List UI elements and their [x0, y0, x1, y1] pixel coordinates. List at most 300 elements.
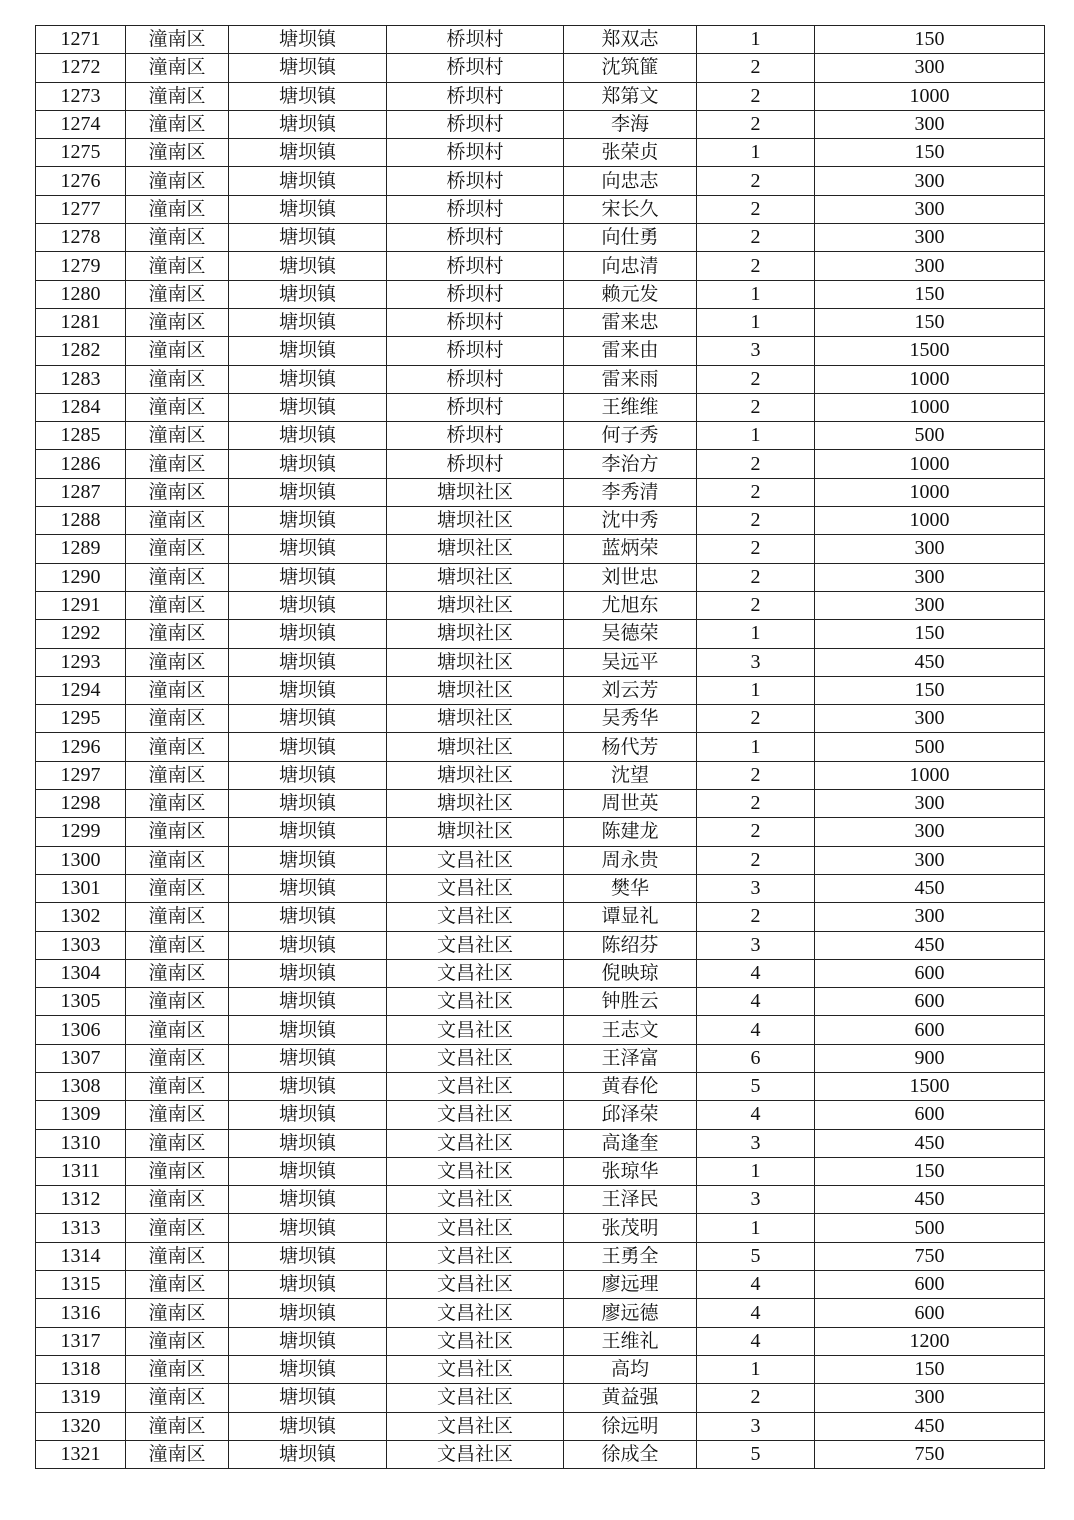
- household-count-cell: 3: [697, 931, 815, 959]
- household-count-cell: 2: [697, 705, 815, 733]
- row-number: 1289: [36, 535, 126, 563]
- amount-cell: 150: [815, 139, 1045, 167]
- village-cell: 文昌社区: [387, 1299, 564, 1327]
- district-cell: 潼南区: [126, 846, 229, 874]
- table-row: [36, 1101, 1045, 1129]
- town-cell: 塘坝镇: [229, 26, 387, 54]
- household-count-cell: 2: [697, 167, 815, 195]
- name-cell: 陈绍芬: [564, 931, 697, 959]
- document-page: [35, 25, 1044, 1469]
- amount-cell: 300: [815, 195, 1045, 223]
- town-cell: 塘坝镇: [229, 1101, 387, 1129]
- row-number: 1296: [36, 733, 126, 761]
- town-cell: 塘坝镇: [229, 224, 387, 252]
- name-cell: 徐远明: [564, 1412, 697, 1440]
- table-row: [36, 139, 1045, 167]
- table-row: [36, 903, 1045, 931]
- amount-cell: 600: [815, 988, 1045, 1016]
- row-number: 1285: [36, 422, 126, 450]
- table-row: [36, 450, 1045, 478]
- village-cell: 文昌社区: [387, 1044, 564, 1072]
- table-row: [36, 818, 1045, 846]
- amount-cell: 600: [815, 1016, 1045, 1044]
- town-cell: 塘坝镇: [229, 676, 387, 704]
- town-cell: 塘坝镇: [229, 988, 387, 1016]
- amount-cell: 300: [815, 110, 1045, 138]
- amount-cell: 450: [815, 874, 1045, 902]
- amount-cell: 300: [815, 563, 1045, 591]
- village-cell: 塘坝社区: [387, 818, 564, 846]
- name-cell: 高均: [564, 1355, 697, 1383]
- row-number: 1311: [36, 1157, 126, 1185]
- town-cell: 塘坝镇: [229, 1412, 387, 1440]
- table-row: [36, 1355, 1045, 1383]
- amount-cell: 300: [815, 252, 1045, 280]
- village-cell: 塘坝社区: [387, 507, 564, 535]
- amount-cell: 300: [815, 705, 1045, 733]
- table-row: [36, 1129, 1045, 1157]
- amount-cell: 300: [815, 790, 1045, 818]
- town-cell: 塘坝镇: [229, 1072, 387, 1100]
- amount-cell: 500: [815, 733, 1045, 761]
- table-row: [36, 54, 1045, 82]
- town-cell: 塘坝镇: [229, 931, 387, 959]
- row-number: 1307: [36, 1044, 126, 1072]
- district-cell: 潼南区: [126, 818, 229, 846]
- household-count-cell: 1: [697, 422, 815, 450]
- table-row: [36, 1412, 1045, 1440]
- village-cell: 塘坝社区: [387, 790, 564, 818]
- town-cell: 塘坝镇: [229, 591, 387, 619]
- amount-cell: 1000: [815, 761, 1045, 789]
- district-cell: 潼南区: [126, 648, 229, 676]
- district-cell: 潼南区: [126, 422, 229, 450]
- household-count-cell: 2: [697, 252, 815, 280]
- household-count-cell: 4: [697, 1016, 815, 1044]
- name-cell: 张茂明: [564, 1214, 697, 1242]
- district-cell: 潼南区: [126, 26, 229, 54]
- village-cell: 文昌社区: [387, 1214, 564, 1242]
- district-cell: 潼南区: [126, 195, 229, 223]
- household-count-cell: 4: [697, 1101, 815, 1129]
- household-count-cell: 2: [697, 450, 815, 478]
- town-cell: 塘坝镇: [229, 790, 387, 818]
- amount-cell: 300: [815, 54, 1045, 82]
- table-row: [36, 620, 1045, 648]
- name-cell: 陈建龙: [564, 818, 697, 846]
- town-cell: 塘坝镇: [229, 422, 387, 450]
- household-count-cell: 2: [697, 818, 815, 846]
- household-count-cell: 2: [697, 478, 815, 506]
- amount-cell: 450: [815, 1129, 1045, 1157]
- household-count-cell: 2: [697, 903, 815, 931]
- household-count-cell: 4: [697, 988, 815, 1016]
- table-row: [36, 1440, 1045, 1468]
- district-cell: 潼南区: [126, 478, 229, 506]
- name-cell: 雷来忠: [564, 308, 697, 336]
- district-cell: 潼南区: [126, 874, 229, 902]
- household-count-cell: 2: [697, 82, 815, 110]
- household-count-cell: 4: [697, 1271, 815, 1299]
- amount-cell: 300: [815, 846, 1045, 874]
- town-cell: 塘坝镇: [229, 1440, 387, 1468]
- town-cell: 塘坝镇: [229, 54, 387, 82]
- row-number: 1310: [36, 1129, 126, 1157]
- row-number: 1282: [36, 337, 126, 365]
- district-cell: 潼南区: [126, 591, 229, 619]
- household-count-cell: 2: [697, 761, 815, 789]
- district-cell: 潼南区: [126, 507, 229, 535]
- household-count-cell: 2: [697, 790, 815, 818]
- district-cell: 潼南区: [126, 1016, 229, 1044]
- row-number: 1286: [36, 450, 126, 478]
- name-cell: 吴远平: [564, 648, 697, 676]
- village-cell: 塘坝社区: [387, 563, 564, 591]
- table-row: [36, 1016, 1045, 1044]
- town-cell: 塘坝镇: [229, 1129, 387, 1157]
- name-cell: 倪映琼: [564, 959, 697, 987]
- village-cell: 文昌社区: [387, 1355, 564, 1383]
- town-cell: 塘坝镇: [229, 478, 387, 506]
- district-cell: 潼南区: [126, 1186, 229, 1214]
- amount-cell: 750: [815, 1242, 1045, 1270]
- village-cell: 桥坝村: [387, 26, 564, 54]
- name-cell: 周永贵: [564, 846, 697, 874]
- household-count-cell: 4: [697, 1327, 815, 1355]
- data-table: [35, 25, 1045, 1469]
- table-row: [36, 224, 1045, 252]
- household-count-cell: 3: [697, 337, 815, 365]
- town-cell: 塘坝镇: [229, 110, 387, 138]
- row-number: 1321: [36, 1440, 126, 1468]
- town-cell: 塘坝镇: [229, 139, 387, 167]
- row-number: 1281: [36, 308, 126, 336]
- district-cell: 潼南区: [126, 139, 229, 167]
- table-row: [36, 1327, 1045, 1355]
- row-number: 1303: [36, 931, 126, 959]
- household-count-cell: 1: [697, 26, 815, 54]
- town-cell: 塘坝镇: [229, 365, 387, 393]
- amount-cell: 450: [815, 1412, 1045, 1440]
- name-cell: 樊华: [564, 874, 697, 902]
- name-cell: 王维维: [564, 393, 697, 421]
- table-row: [36, 1072, 1045, 1100]
- household-count-cell: 2: [697, 110, 815, 138]
- name-cell: 黄春伦: [564, 1072, 697, 1100]
- village-cell: 塘坝社区: [387, 535, 564, 563]
- district-cell: 潼南区: [126, 1157, 229, 1185]
- row-number: 1300: [36, 846, 126, 874]
- amount-cell: 300: [815, 224, 1045, 252]
- name-cell: 雷来由: [564, 337, 697, 365]
- village-cell: 桥坝村: [387, 54, 564, 82]
- table-row: [36, 1214, 1045, 1242]
- row-number: 1295: [36, 705, 126, 733]
- district-cell: 潼南区: [126, 988, 229, 1016]
- row-number: 1294: [36, 676, 126, 704]
- amount-cell: 300: [815, 818, 1045, 846]
- row-number: 1287: [36, 478, 126, 506]
- household-count-cell: 5: [697, 1440, 815, 1468]
- village-cell: 桥坝村: [387, 139, 564, 167]
- town-cell: 塘坝镇: [229, 874, 387, 902]
- household-count-cell: 2: [697, 535, 815, 563]
- row-number: 1314: [36, 1242, 126, 1270]
- town-cell: 塘坝镇: [229, 1299, 387, 1327]
- village-cell: 文昌社区: [387, 846, 564, 874]
- row-number: 1302: [36, 903, 126, 931]
- amount-cell: 1000: [815, 82, 1045, 110]
- town-cell: 塘坝镇: [229, 1016, 387, 1044]
- town-cell: 塘坝镇: [229, 959, 387, 987]
- name-cell: 廖远德: [564, 1299, 697, 1327]
- name-cell: 王志文: [564, 1016, 697, 1044]
- household-count-cell: 1: [697, 1157, 815, 1185]
- row-number: 1316: [36, 1299, 126, 1327]
- name-cell: 王维礼: [564, 1327, 697, 1355]
- name-cell: 张荣贞: [564, 139, 697, 167]
- household-count-cell: 2: [697, 1384, 815, 1412]
- household-count-cell: 1: [697, 1214, 815, 1242]
- table-row: [36, 308, 1045, 336]
- village-cell: 文昌社区: [387, 1327, 564, 1355]
- village-cell: 塘坝社区: [387, 620, 564, 648]
- district-cell: 潼南区: [126, 620, 229, 648]
- village-cell: 文昌社区: [387, 988, 564, 1016]
- town-cell: 塘坝镇: [229, 1157, 387, 1185]
- table-row: [36, 365, 1045, 393]
- village-cell: 塘坝社区: [387, 705, 564, 733]
- amount-cell: 500: [815, 422, 1045, 450]
- district-cell: 潼南区: [126, 733, 229, 761]
- amount-cell: 1500: [815, 337, 1045, 365]
- district-cell: 潼南区: [126, 167, 229, 195]
- table-row: [36, 591, 1045, 619]
- town-cell: 塘坝镇: [229, 1214, 387, 1242]
- town-cell: 塘坝镇: [229, 1271, 387, 1299]
- table-row: [36, 280, 1045, 308]
- row-number: 1290: [36, 563, 126, 591]
- row-number: 1298: [36, 790, 126, 818]
- village-cell: 桥坝村: [387, 393, 564, 421]
- row-number: 1293: [36, 648, 126, 676]
- name-cell: 赖元发: [564, 280, 697, 308]
- table-row: [36, 846, 1045, 874]
- table-row: [36, 167, 1045, 195]
- village-cell: 文昌社区: [387, 1271, 564, 1299]
- amount-cell: 750: [815, 1440, 1045, 1468]
- town-cell: 塘坝镇: [229, 761, 387, 789]
- amount-cell: 300: [815, 903, 1045, 931]
- amount-cell: 300: [815, 167, 1045, 195]
- district-cell: 潼南区: [126, 563, 229, 591]
- name-cell: 郑双志: [564, 26, 697, 54]
- district-cell: 潼南区: [126, 535, 229, 563]
- name-cell: 李海: [564, 110, 697, 138]
- name-cell: 张琼华: [564, 1157, 697, 1185]
- name-cell: 吴秀华: [564, 705, 697, 733]
- amount-cell: 600: [815, 1299, 1045, 1327]
- district-cell: 潼南区: [126, 280, 229, 308]
- table-body: [36, 26, 1045, 1469]
- row-number: 1305: [36, 988, 126, 1016]
- household-count-cell: 5: [697, 1242, 815, 1270]
- district-cell: 潼南区: [126, 1299, 229, 1327]
- village-cell: 桥坝村: [387, 450, 564, 478]
- name-cell: 周世英: [564, 790, 697, 818]
- village-cell: 塘坝社区: [387, 733, 564, 761]
- district-cell: 潼南区: [126, 1327, 229, 1355]
- table-row: [36, 959, 1045, 987]
- district-cell: 潼南区: [126, 1129, 229, 1157]
- district-cell: 潼南区: [126, 450, 229, 478]
- name-cell: 廖远理: [564, 1271, 697, 1299]
- household-count-cell: 1: [697, 308, 815, 336]
- row-number: 1283: [36, 365, 126, 393]
- name-cell: 宋长久: [564, 195, 697, 223]
- row-number: 1271: [36, 26, 126, 54]
- household-count-cell: 2: [697, 54, 815, 82]
- village-cell: 桥坝村: [387, 82, 564, 110]
- amount-cell: 450: [815, 931, 1045, 959]
- town-cell: 塘坝镇: [229, 337, 387, 365]
- name-cell: 尤旭东: [564, 591, 697, 619]
- household-count-cell: 5: [697, 1072, 815, 1100]
- name-cell: 沈筑篚: [564, 54, 697, 82]
- amount-cell: 300: [815, 591, 1045, 619]
- amount-cell: 300: [815, 535, 1045, 563]
- row-number: 1306: [36, 1016, 126, 1044]
- row-number: 1276: [36, 167, 126, 195]
- district-cell: 潼南区: [126, 1384, 229, 1412]
- town-cell: 塘坝镇: [229, 1242, 387, 1270]
- town-cell: 塘坝镇: [229, 280, 387, 308]
- table-row: [36, 790, 1045, 818]
- amount-cell: 150: [815, 620, 1045, 648]
- table-row: [36, 1242, 1045, 1270]
- row-number: 1315: [36, 1271, 126, 1299]
- village-cell: 文昌社区: [387, 931, 564, 959]
- row-number: 1320: [36, 1412, 126, 1440]
- town-cell: 塘坝镇: [229, 620, 387, 648]
- name-cell: 沈中秀: [564, 507, 697, 535]
- name-cell: 黄益强: [564, 1384, 697, 1412]
- name-cell: 王勇全: [564, 1242, 697, 1270]
- table-row: [36, 874, 1045, 902]
- row-number: 1273: [36, 82, 126, 110]
- table-row: [36, 1186, 1045, 1214]
- village-cell: 塘坝社区: [387, 648, 564, 676]
- village-cell: 桥坝村: [387, 337, 564, 365]
- district-cell: 潼南区: [126, 1440, 229, 1468]
- row-number: 1272: [36, 54, 126, 82]
- household-count-cell: 6: [697, 1044, 815, 1072]
- household-count-cell: 4: [697, 959, 815, 987]
- name-cell: 谭显礼: [564, 903, 697, 931]
- name-cell: 刘云芳: [564, 676, 697, 704]
- household-count-cell: 3: [697, 1129, 815, 1157]
- district-cell: 潼南区: [126, 676, 229, 704]
- row-number: 1291: [36, 591, 126, 619]
- village-cell: 文昌社区: [387, 1016, 564, 1044]
- village-cell: 文昌社区: [387, 874, 564, 902]
- table-row: [36, 507, 1045, 535]
- name-cell: 刘世忠: [564, 563, 697, 591]
- name-cell: 王泽民: [564, 1186, 697, 1214]
- village-cell: 文昌社区: [387, 1412, 564, 1440]
- district-cell: 潼南区: [126, 959, 229, 987]
- amount-cell: 600: [815, 959, 1045, 987]
- name-cell: 邱泽荣: [564, 1101, 697, 1129]
- village-cell: 文昌社区: [387, 959, 564, 987]
- row-number: 1304: [36, 959, 126, 987]
- row-number: 1297: [36, 761, 126, 789]
- row-number: 1313: [36, 1214, 126, 1242]
- town-cell: 塘坝镇: [229, 535, 387, 563]
- household-count-cell: 2: [697, 591, 815, 619]
- amount-cell: 300: [815, 1384, 1045, 1412]
- village-cell: 文昌社区: [387, 1129, 564, 1157]
- table-row: [36, 337, 1045, 365]
- household-count-cell: 3: [697, 1412, 815, 1440]
- household-count-cell: 1: [697, 280, 815, 308]
- amount-cell: 900: [815, 1044, 1045, 1072]
- household-count-cell: 1: [697, 620, 815, 648]
- amount-cell: 150: [815, 280, 1045, 308]
- household-count-cell: 2: [697, 393, 815, 421]
- village-cell: 桥坝村: [387, 365, 564, 393]
- row-number: 1317: [36, 1327, 126, 1355]
- name-cell: 李秀清: [564, 478, 697, 506]
- row-number: 1274: [36, 110, 126, 138]
- table-row: [36, 1271, 1045, 1299]
- amount-cell: 1200: [815, 1327, 1045, 1355]
- row-number: 1309: [36, 1101, 126, 1129]
- table-row: [36, 195, 1045, 223]
- district-cell: 潼南区: [126, 1072, 229, 1100]
- town-cell: 塘坝镇: [229, 1327, 387, 1355]
- row-number: 1312: [36, 1186, 126, 1214]
- town-cell: 塘坝镇: [229, 903, 387, 931]
- village-cell: 塘坝社区: [387, 591, 564, 619]
- amount-cell: 150: [815, 1157, 1045, 1185]
- village-cell: 文昌社区: [387, 1384, 564, 1412]
- town-cell: 塘坝镇: [229, 563, 387, 591]
- amount-cell: 450: [815, 1186, 1045, 1214]
- name-cell: 雷来雨: [564, 365, 697, 393]
- row-number: 1280: [36, 280, 126, 308]
- row-number: 1319: [36, 1384, 126, 1412]
- table-row: [36, 478, 1045, 506]
- village-cell: 桥坝村: [387, 195, 564, 223]
- table-row: [36, 1299, 1045, 1327]
- district-cell: 潼南区: [126, 308, 229, 336]
- district-cell: 潼南区: [126, 790, 229, 818]
- row-number: 1284: [36, 393, 126, 421]
- household-count-cell: 4: [697, 1299, 815, 1327]
- amount-cell: 1000: [815, 393, 1045, 421]
- village-cell: 桥坝村: [387, 252, 564, 280]
- town-cell: 塘坝镇: [229, 167, 387, 195]
- village-cell: 桥坝村: [387, 224, 564, 252]
- village-cell: 桥坝村: [387, 110, 564, 138]
- table-row: [36, 393, 1045, 421]
- name-cell: 徐成全: [564, 1440, 697, 1468]
- village-cell: 文昌社区: [387, 1242, 564, 1270]
- household-count-cell: 2: [697, 224, 815, 252]
- household-count-cell: 1: [697, 1355, 815, 1383]
- district-cell: 潼南区: [126, 54, 229, 82]
